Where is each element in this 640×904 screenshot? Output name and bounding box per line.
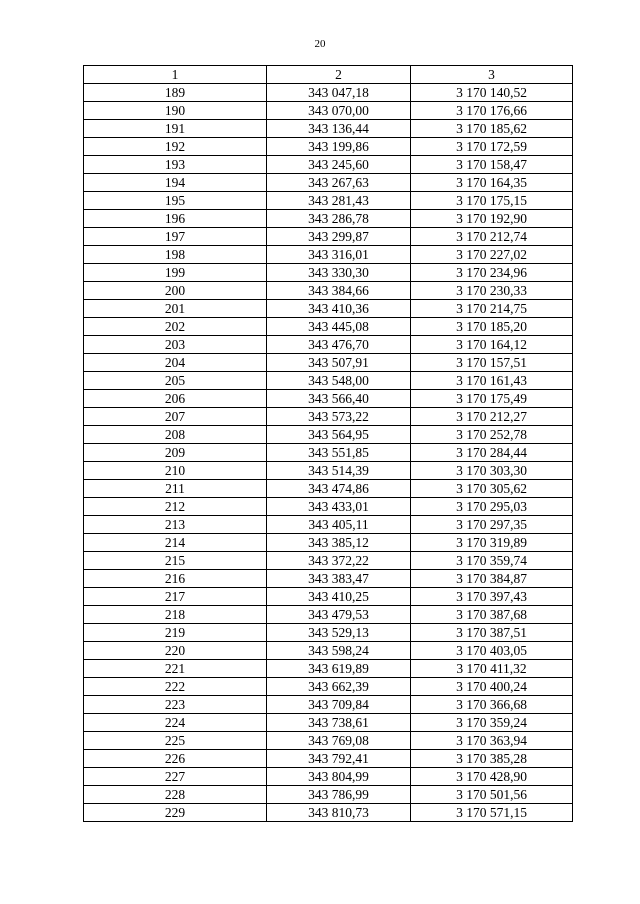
y-coordinate-cell: 3 170 403,05 (411, 642, 573, 660)
table-row (84, 516, 573, 534)
y-coordinate-cell: 3 170 214,75 (411, 300, 573, 318)
table-row (84, 246, 573, 264)
y-coordinate-cell: 3 170 319,89 (411, 534, 573, 552)
y-coordinate-cell: 3 170 172,59 (411, 138, 573, 156)
point-number-cell: 204 (84, 354, 267, 372)
x-coordinate-cell: 343 662,39 (267, 678, 411, 696)
x-coordinate-cell: 343 598,24 (267, 642, 411, 660)
point-number-cell: 192 (84, 138, 267, 156)
x-coordinate-cell: 343 476,70 (267, 336, 411, 354)
x-coordinate-cell: 343 047,18 (267, 84, 411, 102)
y-coordinate-cell: 3 170 192,90 (411, 210, 573, 228)
table-row (84, 336, 573, 354)
point-number-cell: 208 (84, 426, 267, 444)
table-row (84, 192, 573, 210)
table-row (84, 660, 573, 678)
table-row (84, 372, 573, 390)
x-coordinate-cell: 343 529,13 (267, 624, 411, 642)
table-row (84, 696, 573, 714)
column-header-3: 3 (411, 66, 573, 84)
x-coordinate-cell: 343 514,39 (267, 462, 411, 480)
point-number-cell: 218 (84, 606, 267, 624)
table-row (84, 588, 573, 606)
y-coordinate-cell: 3 170 185,62 (411, 120, 573, 138)
table-row (84, 498, 573, 516)
point-number-cell: 210 (84, 462, 267, 480)
x-coordinate-cell: 343 769,08 (267, 732, 411, 750)
y-coordinate-cell: 3 170 571,15 (411, 804, 573, 822)
y-coordinate-cell: 3 170 161,43 (411, 372, 573, 390)
point-number-cell: 193 (84, 156, 267, 174)
point-number-cell: 228 (84, 786, 267, 804)
x-coordinate-cell: 343 479,53 (267, 606, 411, 624)
point-number-cell: 229 (84, 804, 267, 822)
x-coordinate-cell: 343 372,22 (267, 552, 411, 570)
point-number-cell: 191 (84, 120, 267, 138)
y-coordinate-cell: 3 170 230,33 (411, 282, 573, 300)
point-number-cell: 196 (84, 210, 267, 228)
y-coordinate-cell: 3 170 428,90 (411, 768, 573, 786)
x-coordinate-cell: 343 738,61 (267, 714, 411, 732)
y-coordinate-cell: 3 170 359,24 (411, 714, 573, 732)
y-coordinate-cell: 3 170 157,51 (411, 354, 573, 372)
coordinates-table (83, 65, 573, 822)
x-coordinate-cell: 343 330,30 (267, 264, 411, 282)
y-coordinate-cell: 3 170 227,02 (411, 246, 573, 264)
point-number-cell: 225 (84, 732, 267, 750)
point-number-cell: 209 (84, 444, 267, 462)
y-coordinate-cell: 3 170 175,49 (411, 390, 573, 408)
point-number-cell: 205 (84, 372, 267, 390)
y-coordinate-cell: 3 170 359,74 (411, 552, 573, 570)
table-row (84, 210, 573, 228)
point-number-cell: 213 (84, 516, 267, 534)
y-coordinate-cell: 3 170 252,78 (411, 426, 573, 444)
y-coordinate-cell: 3 170 305,62 (411, 480, 573, 498)
y-coordinate-cell: 3 170 363,94 (411, 732, 573, 750)
point-number-cell: 189 (84, 84, 267, 102)
x-coordinate-cell: 343 385,12 (267, 534, 411, 552)
table-row (84, 120, 573, 138)
x-coordinate-cell: 343 410,25 (267, 588, 411, 606)
x-coordinate-cell: 343 299,87 (267, 228, 411, 246)
table-row (84, 426, 573, 444)
point-number-cell: 203 (84, 336, 267, 354)
point-number-cell: 224 (84, 714, 267, 732)
page-number: 20 (314, 38, 326, 50)
table-row (84, 138, 573, 156)
column-header-2: 2 (267, 66, 411, 84)
table-row (84, 570, 573, 588)
table-row (84, 732, 573, 750)
point-number-cell: 201 (84, 300, 267, 318)
y-coordinate-cell: 3 170 400,24 (411, 678, 573, 696)
y-coordinate-cell: 3 170 295,03 (411, 498, 573, 516)
table-row (84, 264, 573, 282)
table-row (84, 462, 573, 480)
point-number-cell: 195 (84, 192, 267, 210)
point-number-cell: 223 (84, 696, 267, 714)
y-coordinate-cell: 3 170 158,47 (411, 156, 573, 174)
table-row (84, 228, 573, 246)
point-number-cell: 222 (84, 678, 267, 696)
table-row (84, 156, 573, 174)
point-number-cell: 217 (84, 588, 267, 606)
point-number-cell: 219 (84, 624, 267, 642)
y-coordinate-cell: 3 170 234,96 (411, 264, 573, 282)
x-coordinate-cell: 343 573,22 (267, 408, 411, 426)
y-coordinate-cell: 3 170 303,30 (411, 462, 573, 480)
table-row (84, 444, 573, 462)
x-coordinate-cell: 343 199,86 (267, 138, 411, 156)
x-coordinate-cell: 343 267,63 (267, 174, 411, 192)
point-number-cell: 227 (84, 768, 267, 786)
point-number-cell: 194 (84, 174, 267, 192)
x-coordinate-cell: 343 566,40 (267, 390, 411, 408)
point-number-cell: 211 (84, 480, 267, 498)
x-coordinate-cell: 343 410,36 (267, 300, 411, 318)
table-row (84, 174, 573, 192)
table-row (84, 804, 573, 822)
y-coordinate-cell: 3 170 284,44 (411, 444, 573, 462)
y-coordinate-cell: 3 170 176,66 (411, 102, 573, 120)
point-number-cell: 215 (84, 552, 267, 570)
point-number-cell: 220 (84, 642, 267, 660)
x-coordinate-cell: 343 445,08 (267, 318, 411, 336)
point-number-cell: 207 (84, 408, 267, 426)
y-coordinate-cell: 3 170 212,27 (411, 408, 573, 426)
x-coordinate-cell: 343 070,00 (267, 102, 411, 120)
x-coordinate-cell: 343 619,89 (267, 660, 411, 678)
x-coordinate-cell: 343 405,11 (267, 516, 411, 534)
y-coordinate-cell: 3 170 140,52 (411, 84, 573, 102)
table-row (84, 624, 573, 642)
x-coordinate-cell: 343 548,00 (267, 372, 411, 390)
x-coordinate-cell: 343 316,01 (267, 246, 411, 264)
table-row (84, 390, 573, 408)
y-coordinate-cell: 3 170 384,87 (411, 570, 573, 588)
x-coordinate-cell: 343 564,95 (267, 426, 411, 444)
y-coordinate-cell: 3 170 185,20 (411, 318, 573, 336)
y-coordinate-cell: 3 170 501,56 (411, 786, 573, 804)
table-row (84, 786, 573, 804)
point-number-cell: 197 (84, 228, 267, 246)
table-row (84, 318, 573, 336)
y-coordinate-cell: 3 170 164,35 (411, 174, 573, 192)
y-coordinate-cell: 3 170 212,74 (411, 228, 573, 246)
x-coordinate-cell: 343 786,99 (267, 786, 411, 804)
x-coordinate-cell: 343 551,85 (267, 444, 411, 462)
y-coordinate-cell: 3 170 175,15 (411, 192, 573, 210)
table-row (84, 552, 573, 570)
y-coordinate-cell: 3 170 411,32 (411, 660, 573, 678)
column-header-1: 1 (84, 66, 267, 84)
table-row (84, 606, 573, 624)
point-number-cell: 190 (84, 102, 267, 120)
x-coordinate-cell: 343 136,44 (267, 120, 411, 138)
table-header-row (84, 66, 573, 84)
table-row (84, 408, 573, 426)
table-row (84, 300, 573, 318)
x-coordinate-cell: 343 433,01 (267, 498, 411, 516)
table-row (84, 102, 573, 120)
x-coordinate-cell: 343 507,91 (267, 354, 411, 372)
table-row (84, 354, 573, 372)
table-body (84, 84, 573, 822)
table-row (84, 642, 573, 660)
point-number-cell: 221 (84, 660, 267, 678)
x-coordinate-cell: 343 792,41 (267, 750, 411, 768)
y-coordinate-cell: 3 170 397,43 (411, 588, 573, 606)
x-coordinate-cell: 343 281,43 (267, 192, 411, 210)
point-number-cell: 198 (84, 246, 267, 264)
table-row (84, 678, 573, 696)
y-coordinate-cell: 3 170 387,51 (411, 624, 573, 642)
table-row (84, 282, 573, 300)
x-coordinate-cell: 343 709,84 (267, 696, 411, 714)
x-coordinate-cell: 343 384,66 (267, 282, 411, 300)
point-number-cell: 216 (84, 570, 267, 588)
y-coordinate-cell: 3 170 366,68 (411, 696, 573, 714)
x-coordinate-cell: 343 383,47 (267, 570, 411, 588)
x-coordinate-cell: 343 245,60 (267, 156, 411, 174)
x-coordinate-cell: 343 810,73 (267, 804, 411, 822)
table-row (84, 768, 573, 786)
y-coordinate-cell: 3 170 385,28 (411, 750, 573, 768)
x-coordinate-cell: 343 286,78 (267, 210, 411, 228)
point-number-cell: 199 (84, 264, 267, 282)
point-number-cell: 200 (84, 282, 267, 300)
table-row (84, 84, 573, 102)
table-row (84, 750, 573, 768)
point-number-cell: 206 (84, 390, 267, 408)
y-coordinate-cell: 3 170 297,35 (411, 516, 573, 534)
point-number-cell: 202 (84, 318, 267, 336)
point-number-cell: 226 (84, 750, 267, 768)
x-coordinate-cell: 343 474,86 (267, 480, 411, 498)
y-coordinate-cell: 3 170 164,12 (411, 336, 573, 354)
table-row (84, 714, 573, 732)
x-coordinate-cell: 343 804,99 (267, 768, 411, 786)
y-coordinate-cell: 3 170 387,68 (411, 606, 573, 624)
point-number-cell: 212 (84, 498, 267, 516)
table-row (84, 534, 573, 552)
table-row (84, 480, 573, 498)
point-number-cell: 214 (84, 534, 267, 552)
